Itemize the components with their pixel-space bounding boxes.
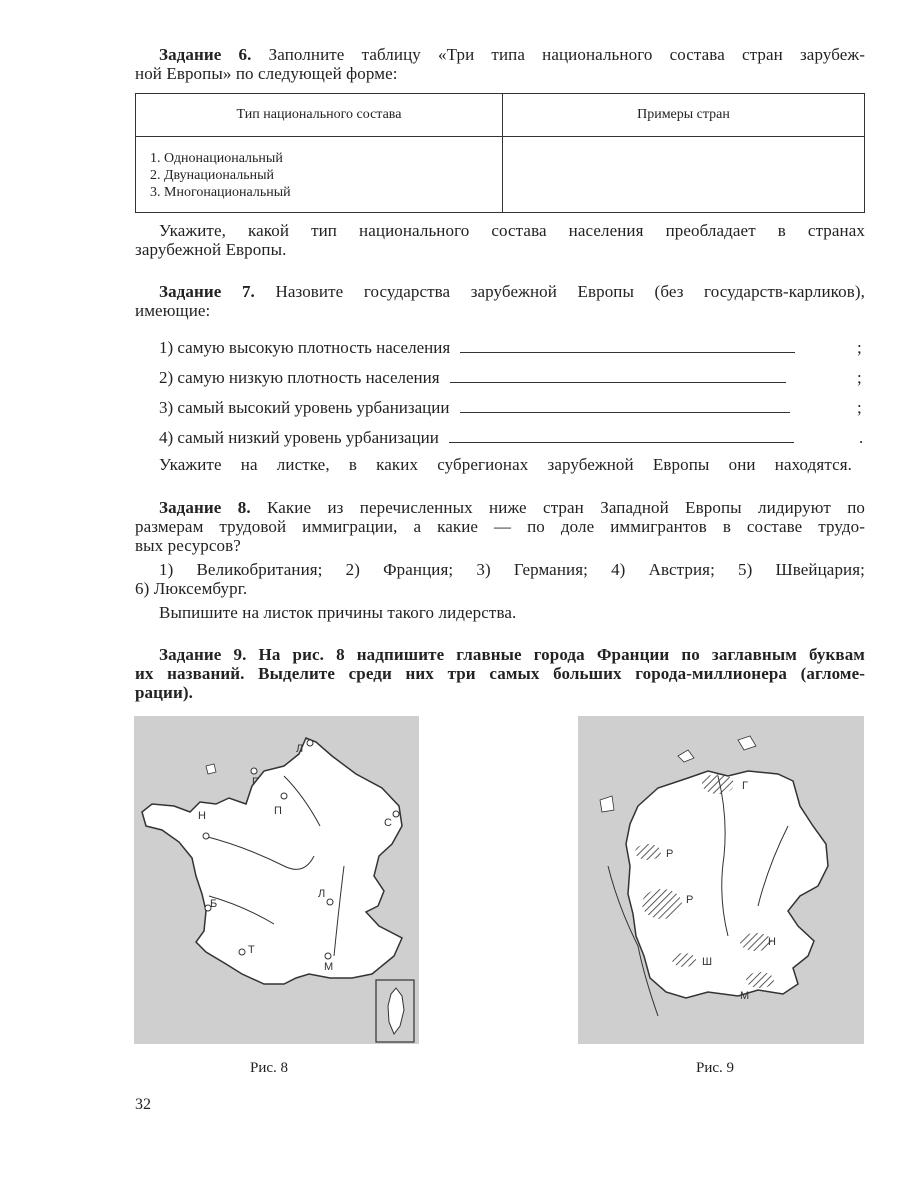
city-label: Г <box>252 776 258 788</box>
task7-item-2 <box>159 368 862 387</box>
task8-list-line2: 6) Люксембург. <box>135 579 248 598</box>
item-text: 2) самую низкую плотность населения <box>159 368 440 387</box>
item-end: ; <box>857 368 862 387</box>
task8-line3: вых ресурсов? <box>135 536 241 555</box>
item-text: 3) самый высокий уровень урбанизации <box>159 398 450 417</box>
table-types-cell <box>136 137 503 213</box>
answer-line-3[interactable] <box>460 411 790 413</box>
task6-table <box>135 93 865 213</box>
city-label: Б <box>210 898 218 910</box>
task8-after: Выпишите на листок причины такого лидерства. <box>159 603 517 622</box>
agglomeration-label: М <box>740 990 750 1002</box>
task7-line2: имеющие: <box>135 301 211 320</box>
item-end: ; <box>857 398 862 417</box>
city-label: Л <box>318 888 326 900</box>
task7-after: Укажите на листке, в каких субрегионах зарубежной Европы они находятся. <box>159 455 852 474</box>
task9-line1 <box>159 645 865 664</box>
task9-line2: их названий. Выделите среди них три самых больших города-миллионера (агломе- <box>135 664 865 683</box>
task6-line1 <box>159 45 865 64</box>
task9-text: На рис. 8 надпишите главные города Франции по заглавным буквам <box>258 645 865 664</box>
item-end: . <box>859 428 864 447</box>
item-text: 1) самую высокую плотность населения <box>159 338 451 357</box>
table-header-type: Тип национального состава <box>136 94 503 137</box>
task8-title: Задание 8. <box>159 498 251 517</box>
answer-line-4[interactable] <box>449 441 794 443</box>
agglomeration-label: Р <box>666 848 674 860</box>
table-header-examples: Примеры стран <box>503 94 865 137</box>
france-map-svg <box>134 716 419 1044</box>
germany-map-svg <box>578 716 864 1044</box>
task7-title: Задание 7. <box>159 282 255 301</box>
city-label: Т <box>248 944 255 956</box>
fig8-caption: Рис. 8 <box>250 1060 289 1076</box>
task8-line1 <box>159 498 865 517</box>
table-examples-cell[interactable] <box>503 137 865 213</box>
agglomeration-label: Р <box>686 894 694 906</box>
item-end: ; <box>857 338 862 357</box>
page-number: 32 <box>135 1096 151 1113</box>
city-label: П <box>274 805 282 817</box>
task6-after-line2: зарубежной Европы. <box>135 240 287 259</box>
answer-line-2[interactable] <box>450 381 786 383</box>
task9-title: Задание 9. <box>159 645 247 664</box>
type-2: 2. Двунациональный <box>150 168 274 183</box>
task6-line2: ной Европы» по следующей форме: <box>135 64 398 83</box>
task7-item-1 <box>159 338 862 357</box>
agglomeration-label: Г <box>742 780 748 792</box>
task7-item-3 <box>159 398 862 417</box>
fig9-caption: Рис. 9 <box>696 1060 735 1076</box>
city-label: Н <box>198 810 206 822</box>
city-label: С <box>384 817 392 829</box>
task6-text: Заполните таблицу «Три типа национального состава стран зарубеж- <box>268 45 865 64</box>
germany-map <box>578 716 864 1044</box>
task7-text: Назовите государства зарубежной Европы (без государств-карликов), <box>275 282 865 301</box>
task6-after-line1: Укажите, какой тип национального состава населения преобладает в странах <box>159 221 865 240</box>
task8-text: Какие из перечисленных ниже стран Западной Европы лидируют по <box>267 498 865 517</box>
task7-item-4 <box>159 428 864 447</box>
city-label: М <box>324 961 334 973</box>
type-1: 1. Однонациональный <box>150 151 283 166</box>
agglomeration-label: Ш <box>702 956 713 968</box>
type-3: 3. Многонациональный <box>150 185 291 200</box>
task7-line1 <box>159 282 865 301</box>
france-map <box>134 716 419 1044</box>
answer-line-1[interactable] <box>460 351 795 353</box>
item-text: 4) самый низкий уровень урбанизации <box>159 428 439 447</box>
task9-line3: рации). <box>135 683 193 702</box>
task8-line2: размерам трудовой иммиграции, а какие — по доле иммигрантов в составе трудо- <box>135 517 865 536</box>
city-label: Л <box>296 743 304 755</box>
task8-list-line1: 1) Великобритания; 2) Франция; 3) Германия; 4) Австрия; 5) Швейцария; <box>159 560 865 579</box>
task6-title: Задание 6. <box>159 45 252 64</box>
agglomeration-label: Н <box>768 936 776 948</box>
